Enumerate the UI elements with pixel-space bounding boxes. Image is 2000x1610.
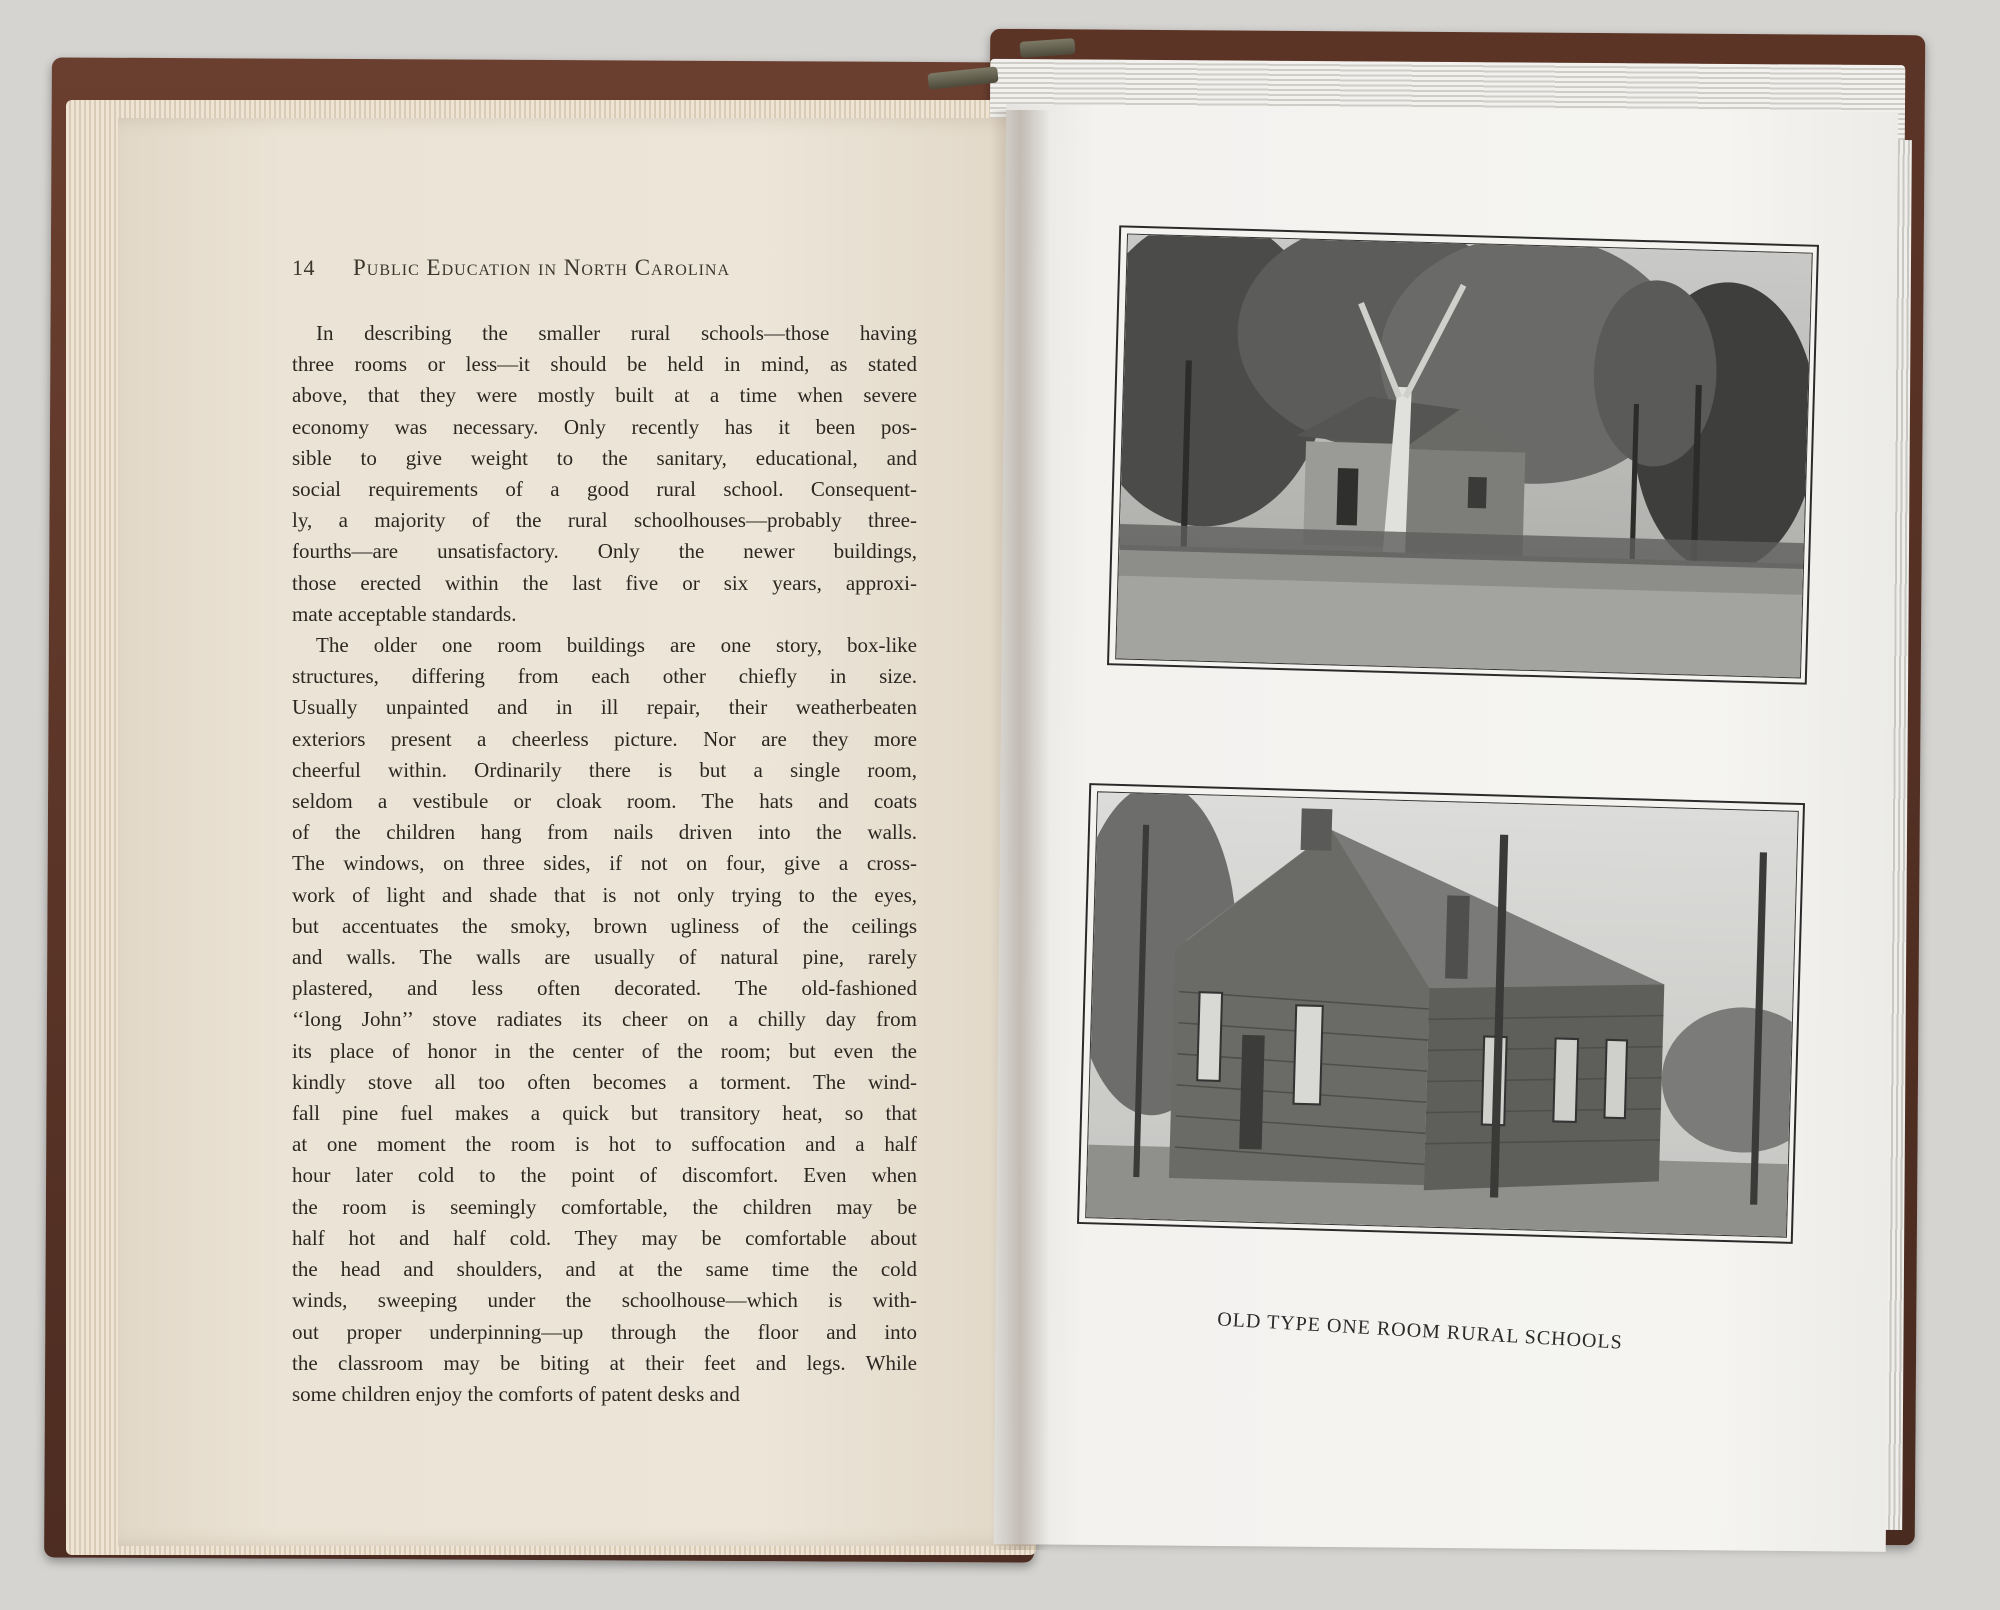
text-line: ly, a majority of the rural schoolhouses—probably three- [292, 508, 917, 533]
text-line: The older one room buildings are one story, box-like [316, 633, 917, 658]
text-line: its place of honor in the center of the room; but even the [292, 1038, 917, 1063]
photo-caption: OLD TYPE ONE ROOM RURAL SCHOOLS [1216, 1308, 1624, 1354]
text-line: of the children hang from nails driven into the walls. [292, 820, 917, 845]
text-line: economy was necessary. Only recently has it been pos- [292, 414, 917, 439]
text-line: structures, differing from each other chiefly in size. [292, 664, 917, 689]
text-line: and walls. The walls are usually of natural pine, rarely [292, 945, 917, 970]
photo-schoolhouse-2 [1077, 783, 1805, 1244]
photo-schoolhouse-1 [1107, 225, 1819, 684]
text-line: fourths—are unsatisfactory. Only the newer buildings, [292, 539, 917, 564]
text-line: some children enjoy the comforts of patent desks and [292, 1381, 740, 1406]
text-line: hour later cold to the point of discomfort. Even when [292, 1163, 917, 1188]
spine-gutter [990, 110, 1050, 1550]
text-line: sible to give weight to the sanitary, educational, and [292, 445, 917, 470]
text-line: the classroom may be biting at their feet and legs. While [292, 1350, 917, 1375]
running-title: Public Education in North Carolina [353, 255, 731, 280]
text-line: ‘‘long John’’ stove radiates its cheer on a chilly day from [292, 1007, 917, 1032]
text-line: social requirements of a good rural school. Consequent- [292, 477, 917, 502]
text-line: exteriors present a cheerless picture. Nor are they more [292, 726, 917, 751]
text-line: work of light and shade that is not only trying to the eyes, [292, 882, 917, 907]
schoolhouse-photo-2-image [1086, 792, 1798, 1236]
body-text [292, 318, 917, 1410]
text-line: half hot and half cold. They may be comfortable about [292, 1225, 917, 1250]
text-line: those erected within the last five or six years, approxi- [292, 570, 917, 595]
text-line: the head and shoulders, and at the same time the cold [292, 1257, 917, 1282]
schoolhouse-photo-1-image [1116, 235, 1812, 678]
text-line: Usually unpainted and in ill repair, their weatherbeaten [292, 695, 917, 720]
text-line: the room is seemingly comfortable, the children may be [292, 1194, 917, 1219]
text-line: plastered, and less often decorated. The old-fashioned [292, 976, 917, 1001]
text-line: out proper underpinning—up through the floor and into [292, 1319, 917, 1344]
text-line: cheerful within. Ordinarily there is but a single room, [292, 757, 917, 782]
text-line: three rooms or less—it should be held in mind, as stated [292, 352, 917, 377]
text-line: In describing the smaller rural schools—those having [316, 321, 917, 345]
page-number: 14 [292, 255, 315, 280]
text-line: mate acceptable standards. [292, 601, 517, 626]
text-line: seldom a vestibule or cloak room. The hats and coats [292, 789, 917, 814]
paragraph [292, 630, 917, 1410]
running-head [292, 255, 912, 281]
text-line: at one moment the room is hot to suffocation and a half [292, 1132, 917, 1157]
text-line: kindly stove all too often becomes a torment. The wind- [292, 1069, 917, 1094]
text-line: winds, sweeping under the schoolhouse—which is with- [292, 1288, 917, 1313]
text-line: fall pine fuel makes a quick but transitory heat, so that [292, 1101, 917, 1126]
text-line: The windows, on three sides, if not on four, give a cross- [292, 851, 917, 876]
text-line: but accentuates the smoky, brown ugliness of the ceilings [292, 913, 917, 938]
text-line: above, that they were mostly built at a time when severe [292, 383, 917, 408]
paragraph [292, 318, 917, 630]
